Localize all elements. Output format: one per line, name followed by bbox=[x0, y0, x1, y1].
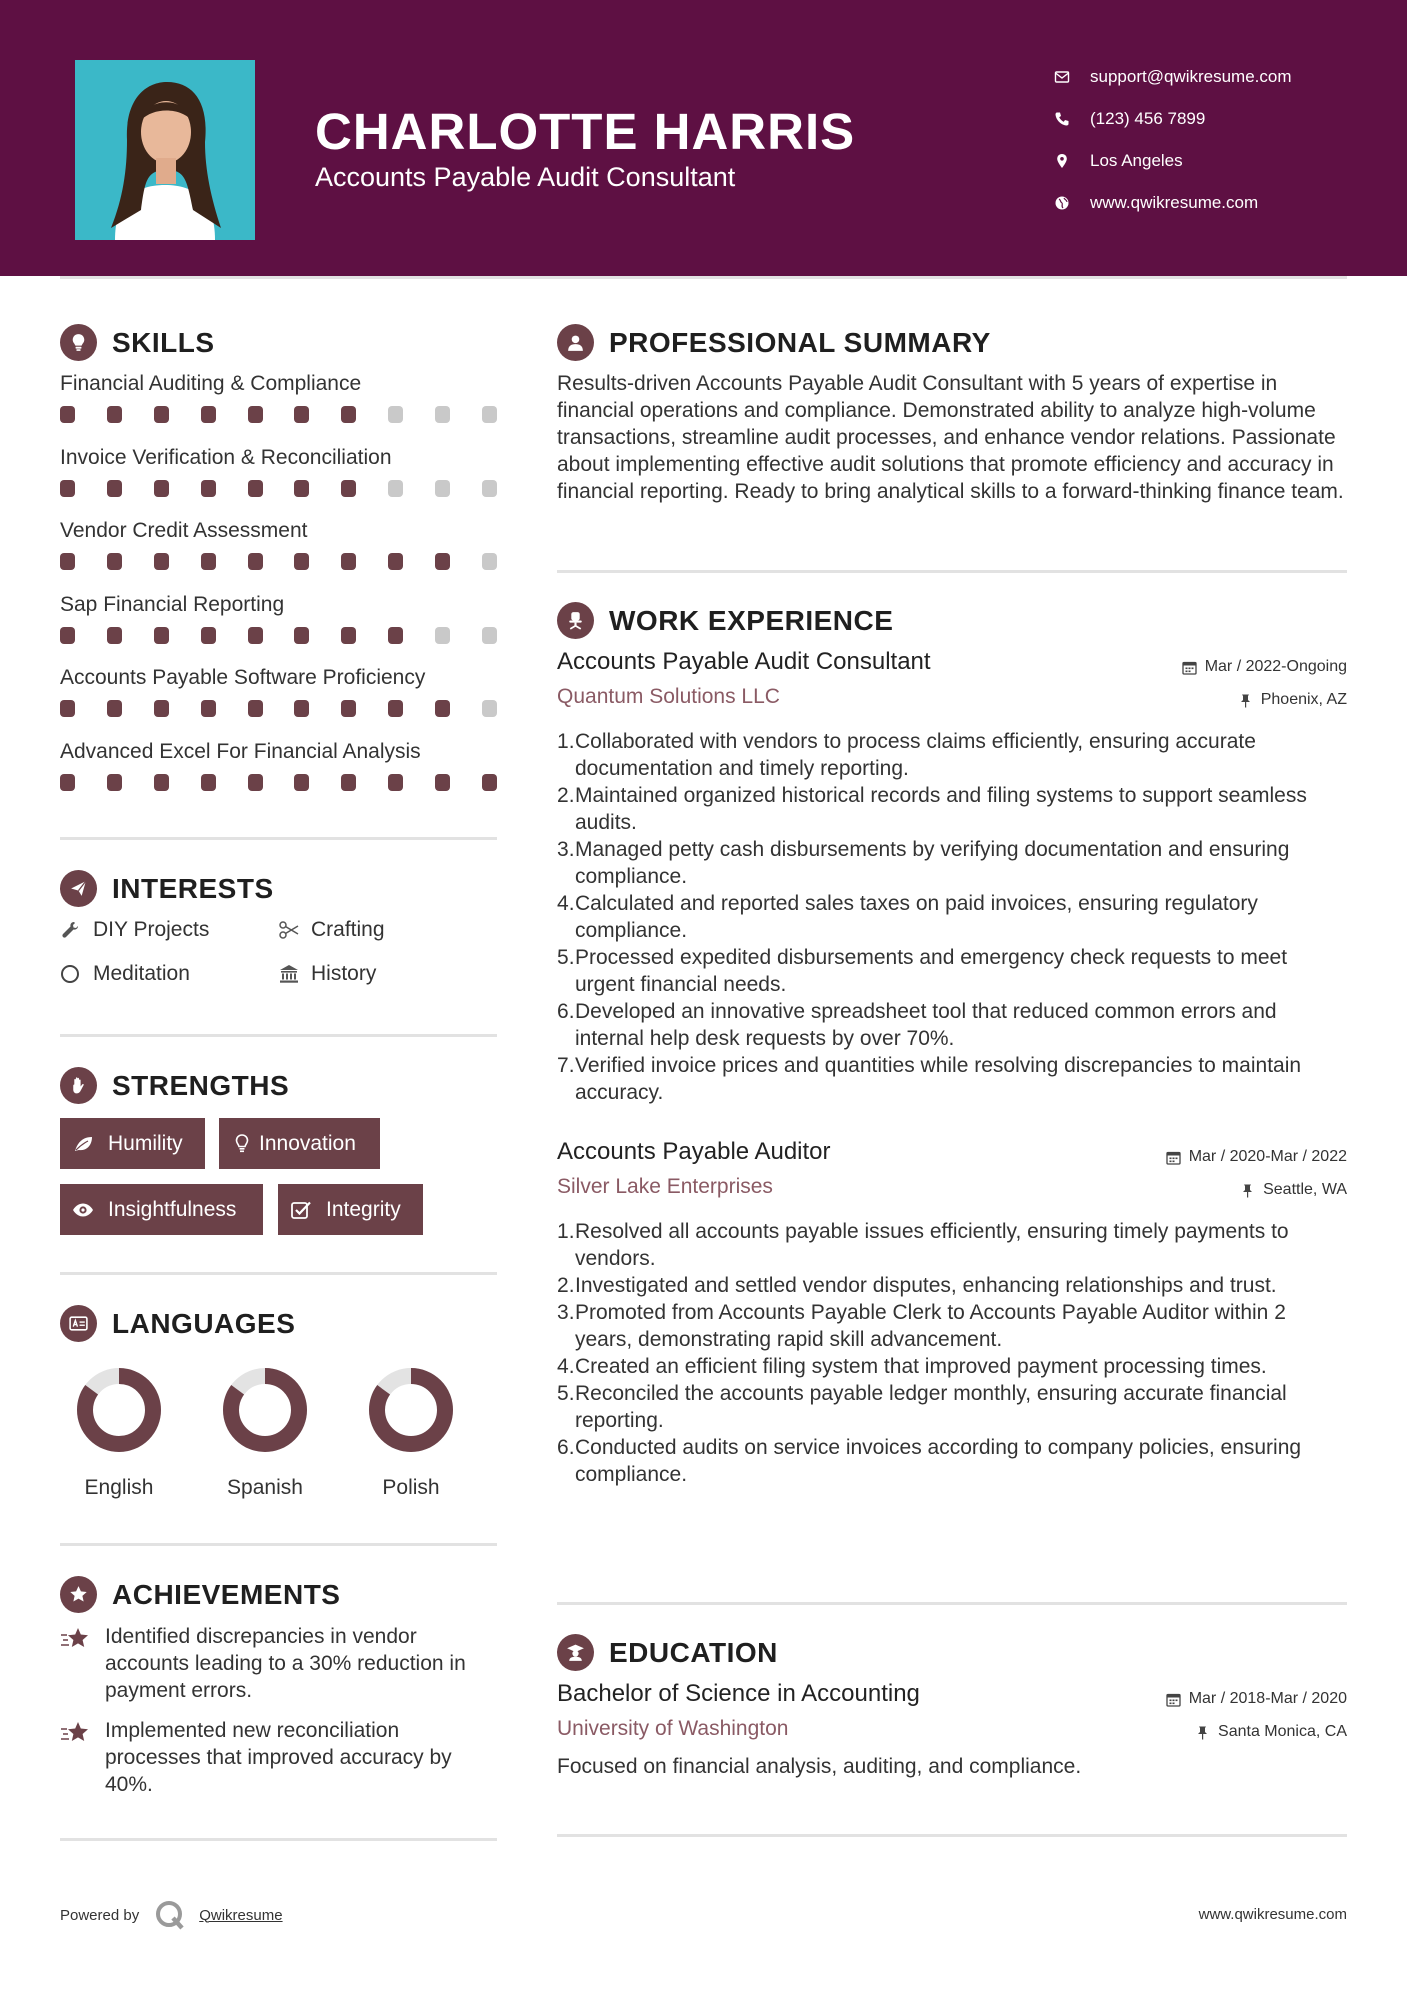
contact-location-text: Los Angeles bbox=[1090, 151, 1183, 170]
skill-rating-dot bbox=[154, 627, 169, 644]
job-bullet: Collaborated with vendors to process claims efficiently, ensuring accurate documentation and timely reporting. bbox=[575, 730, 1256, 780]
skill-rating-dot bbox=[60, 553, 75, 570]
strength-badge bbox=[278, 1184, 423, 1235]
skill-item bbox=[60, 370, 500, 444]
candidate-title: Accounts Payable Audit Consultant bbox=[315, 162, 736, 192]
skill-item bbox=[60, 591, 500, 665]
skills-list bbox=[60, 370, 500, 811]
language-card-icon bbox=[60, 1305, 97, 1342]
language-ring bbox=[74, 1365, 164, 1455]
skill-rating-dot bbox=[60, 627, 75, 644]
skill-rating-dot bbox=[60, 700, 75, 717]
scissors-icon bbox=[278, 919, 311, 941]
strength-badge bbox=[60, 1118, 205, 1169]
language-name: Polish bbox=[382, 1476, 440, 1499]
job-dates bbox=[1182, 658, 1347, 676]
eye-icon bbox=[72, 1199, 108, 1221]
skill-rating-dot bbox=[201, 700, 216, 717]
skill-rating-dot bbox=[482, 627, 497, 644]
star-icon bbox=[60, 1623, 105, 1704]
footer-url[interactable]: www.qwikresume.com bbox=[1198, 1906, 1347, 1923]
achievement-text: Implemented new reconciliation processes that improved accuracy by 40%. bbox=[105, 1719, 452, 1796]
strength-label: Integrity bbox=[326, 1197, 401, 1221]
section-divider bbox=[60, 837, 497, 840]
skill-rating-dot bbox=[107, 627, 122, 644]
skill-item bbox=[60, 738, 500, 812]
skill-rating-dot bbox=[388, 553, 403, 570]
job-dates-text: Mar / 2020-Mar / 2022 bbox=[1188, 1148, 1347, 1165]
strength-label: Insightfulness bbox=[108, 1197, 237, 1221]
circle-icon bbox=[60, 963, 93, 985]
skill-rating-dot bbox=[248, 700, 263, 717]
section-divider bbox=[60, 1272, 497, 1275]
strengths-heading bbox=[60, 1067, 289, 1104]
section-divider bbox=[557, 1602, 1347, 1605]
skill-rating-dot bbox=[341, 480, 356, 497]
interest-label: Crafting bbox=[311, 918, 385, 941]
job-bullet: Processed expedited disbursements and emergency check requests to meet urgent financial needs. bbox=[575, 946, 1288, 996]
skill-rating-dot bbox=[388, 627, 403, 644]
language-item bbox=[336, 1365, 486, 1500]
skill-rating-dot bbox=[248, 480, 263, 497]
skill-rating-dot bbox=[154, 700, 169, 717]
language-ring bbox=[220, 1365, 310, 1455]
skill-rating-dot bbox=[435, 700, 450, 717]
skill-rating-dot bbox=[154, 480, 169, 497]
skill-name: Vendor Credit Assessment bbox=[60, 519, 308, 542]
skill-rating-dot bbox=[201, 480, 216, 497]
skill-rating-dot bbox=[482, 553, 497, 570]
contact-email-text: support@qwikresume.com bbox=[1090, 67, 1292, 86]
education-dates bbox=[1166, 1690, 1347, 1708]
lightbulb-icon bbox=[60, 324, 97, 361]
calendar-icon bbox=[1182, 660, 1197, 675]
lightbulb-icon bbox=[231, 1133, 259, 1155]
strength-label: Innovation bbox=[259, 1131, 356, 1155]
job-bullets bbox=[557, 728, 1347, 1106]
footer-powered-by bbox=[60, 1898, 283, 1932]
strength-badge bbox=[219, 1118, 380, 1169]
skill-name: Financial Auditing & Compliance bbox=[60, 372, 362, 395]
strengths-title: STRENGTHS bbox=[112, 1069, 290, 1101]
achievement-item bbox=[60, 1623, 500, 1704]
job-location-text: Seattle, WA bbox=[1263, 1181, 1347, 1198]
skill-rating-dot bbox=[435, 627, 450, 644]
contact-website[interactable] bbox=[1054, 182, 1292, 224]
skill-rating-dot bbox=[341, 700, 356, 717]
job-bullet: Created an efficient filing system that improved payment processing times. bbox=[575, 1355, 1267, 1378]
skill-rating-dot bbox=[154, 774, 169, 791]
skill-name: Invoice Verification & Reconciliation bbox=[60, 445, 392, 469]
skill-rating-dot bbox=[388, 480, 403, 497]
location-pin-icon bbox=[1054, 153, 1090, 169]
section-divider bbox=[60, 1034, 497, 1037]
resume-header bbox=[0, 0, 1407, 276]
skill-rating-dot bbox=[248, 627, 263, 644]
job-bullet: Developed an innovative spreadsheet tool that reduced common errors and internal help desk requests by over 70%. bbox=[575, 1000, 1277, 1050]
education-dates-text: Mar / 2018-Mar / 2020 bbox=[1188, 1690, 1347, 1707]
skill-rating-dot bbox=[294, 553, 309, 570]
summary-heading bbox=[557, 324, 991, 361]
summary-text: Results-driven Accounts Payable Audit Consultant with 5 years of expertise in financial operations and compliance. Demonstrated ability to analyze high-volume transactions, streamline audit processes, and enhance vendor relations. Passionate about implementing effective audit solutions that promote efficiency and accuracy in financial reporting. Ready to bring analytical skills to a forward-thinking finance team. bbox=[557, 372, 1344, 503]
section-divider bbox=[557, 1834, 1347, 1837]
skill-rating-dot bbox=[201, 406, 216, 423]
check-square-icon bbox=[290, 1199, 326, 1221]
skill-rating bbox=[60, 406, 497, 423]
skill-item bbox=[60, 664, 500, 738]
strength-label: Humility bbox=[108, 1131, 183, 1155]
language-ring bbox=[366, 1365, 456, 1455]
museum-icon bbox=[278, 963, 311, 985]
job-bullet: Reconciled the accounts payable ledger monthly, ensuring accurate financial reporting. bbox=[575, 1382, 1287, 1432]
skills-title: SKILLS bbox=[112, 326, 215, 358]
skill-rating-dot bbox=[435, 553, 450, 570]
interest-item bbox=[60, 962, 190, 986]
skill-rating-dot bbox=[107, 406, 122, 423]
skill-rating-dot bbox=[482, 774, 497, 791]
section-divider bbox=[60, 1543, 497, 1546]
pushpin-icon bbox=[1240, 1183, 1255, 1198]
job-bullet: Managed petty cash disbursements by verifying documentation and ensuring compliance. bbox=[575, 838, 1290, 888]
language-name: Spanish bbox=[227, 1476, 303, 1499]
job-bullet: Maintained organized historical records and filing systems to support seamless audits. bbox=[575, 784, 1307, 834]
skill-rating-dot bbox=[388, 406, 403, 423]
contact-location bbox=[1054, 140, 1292, 182]
interest-label: Meditation bbox=[93, 962, 190, 985]
experience-heading bbox=[557, 602, 893, 639]
interest-label: History bbox=[311, 962, 377, 985]
skill-rating-dot bbox=[154, 406, 169, 423]
job-bullets bbox=[557, 1218, 1347, 1488]
languages-title: LANGUAGES bbox=[112, 1307, 296, 1339]
skill-rating-dot bbox=[294, 774, 309, 791]
strength-badge bbox=[60, 1184, 263, 1235]
qwikresume-link[interactable]: Qwikresume bbox=[199, 1906, 283, 1924]
contact-phone[interactable] bbox=[1054, 98, 1292, 140]
contact-phone-text: (123) 456 7899 bbox=[1090, 109, 1206, 128]
skill-rating-dot bbox=[248, 406, 263, 423]
powered-by-label: Powered by bbox=[60, 1906, 140, 1924]
star-icon bbox=[60, 1717, 105, 1798]
job-role: Accounts Payable Audit Consultant bbox=[557, 648, 931, 675]
section-divider bbox=[60, 1838, 497, 1841]
skill-rating-dot bbox=[248, 553, 263, 570]
achievements-heading bbox=[60, 1576, 340, 1613]
job-entry-header bbox=[557, 1138, 1347, 1208]
achievement-text: Identified discrepancies in vendor accounts leading to a 30% reduction in payment errors. bbox=[105, 1625, 466, 1702]
education-title: EDUCATION bbox=[609, 1636, 778, 1668]
language-item bbox=[190, 1365, 340, 1500]
skill-rating-dot bbox=[482, 406, 497, 423]
qwikresume-logo-icon bbox=[153, 1898, 187, 1932]
interest-item bbox=[278, 962, 376, 986]
interest-label: DIY Projects bbox=[93, 918, 210, 941]
skill-name: Accounts Payable Software Proficiency bbox=[60, 666, 426, 689]
language-name: English bbox=[84, 1476, 154, 1499]
profile-photo bbox=[75, 60, 255, 240]
skill-rating bbox=[60, 627, 497, 644]
job-location bbox=[1240, 1181, 1347, 1199]
skill-rating-dot bbox=[294, 406, 309, 423]
pushpin-icon bbox=[1238, 693, 1253, 708]
job-entry-header bbox=[557, 648, 1347, 718]
skill-name: Sap Financial Reporting bbox=[60, 592, 285, 616]
skill-rating-dot bbox=[388, 700, 403, 717]
header-divider bbox=[60, 276, 1347, 279]
skill-rating bbox=[60, 700, 497, 717]
education-heading bbox=[557, 1634, 778, 1671]
interests-title: INTERESTS bbox=[112, 872, 274, 904]
user-icon bbox=[557, 324, 594, 361]
pushpin-icon bbox=[1195, 1725, 1210, 1740]
language-item bbox=[44, 1365, 194, 1500]
skill-rating bbox=[60, 774, 497, 791]
skill-rating-dot bbox=[107, 700, 122, 717]
job-bullet: Promoted from Accounts Payable Clerk to Accounts Payable Auditor within 2 years, demonstrating rapid skill advancement. bbox=[575, 1301, 1286, 1351]
job-bullet: Calculated and reported sales taxes on paid invoices, ensuring regulatory compliance. bbox=[575, 892, 1258, 942]
job-company: Silver Lake Enterprises bbox=[557, 1175, 773, 1198]
job-role: Accounts Payable Auditor bbox=[557, 1138, 831, 1165]
skill-rating-dot bbox=[294, 700, 309, 717]
skill-rating-dot bbox=[341, 553, 356, 570]
globe-icon bbox=[1054, 195, 1090, 211]
interest-item bbox=[278, 918, 385, 942]
wrench-icon bbox=[60, 919, 93, 941]
interest-item bbox=[60, 918, 209, 942]
graduate-icon bbox=[557, 1634, 594, 1671]
skill-rating-dot bbox=[60, 774, 75, 791]
job-bullet: Verified invoice prices and quantities while resolving discrepancies to maintain accuracy. bbox=[575, 1054, 1302, 1104]
skill-rating bbox=[60, 553, 497, 570]
leaf-icon bbox=[72, 1133, 108, 1155]
education-degree: Bachelor of Science in Accounting bbox=[557, 1680, 920, 1707]
job-company: Quantum Solutions LLC bbox=[557, 685, 780, 708]
education-location-text: Santa Monica, CA bbox=[1218, 1723, 1347, 1740]
skill-rating-dot bbox=[154, 553, 169, 570]
skill-rating-dot bbox=[435, 480, 450, 497]
skill-rating-dot bbox=[341, 774, 356, 791]
skill-rating-dot bbox=[60, 480, 75, 497]
skill-name: Advanced Excel For Financial Analysis bbox=[60, 739, 421, 763]
interests-heading bbox=[60, 870, 274, 907]
skill-rating-dot bbox=[107, 553, 122, 570]
skill-rating-dot bbox=[341, 627, 356, 644]
skills-heading bbox=[60, 324, 215, 361]
skill-rating-dot bbox=[482, 700, 497, 717]
section-divider bbox=[557, 570, 1347, 573]
job-dates bbox=[1166, 1148, 1347, 1166]
contact-email[interactable] bbox=[1054, 56, 1292, 98]
skill-rating-dot bbox=[201, 627, 216, 644]
skill-item bbox=[60, 444, 500, 518]
skill-item bbox=[60, 517, 500, 591]
education-entry-header bbox=[557, 1680, 1347, 1750]
calendar-icon bbox=[1166, 1150, 1181, 1165]
skill-rating-dot bbox=[201, 553, 216, 570]
education-location bbox=[1195, 1723, 1347, 1741]
skill-rating-dot bbox=[60, 406, 75, 423]
job-location bbox=[1238, 691, 1347, 709]
summary-title: PROFESSIONAL SUMMARY bbox=[609, 326, 991, 358]
office-chair-icon bbox=[557, 602, 594, 639]
job-dates-text: Mar / 2022-Ongoing bbox=[1204, 658, 1347, 675]
achievement-item bbox=[60, 1717, 500, 1798]
contact-website-text: www.qwikresume.com bbox=[1090, 193, 1259, 212]
envelope-icon bbox=[1054, 69, 1090, 85]
skill-rating-dot bbox=[107, 480, 122, 497]
job-bullet: Resolved all accounts payable issues efficiently, ensuring timely payments to vendors. bbox=[575, 1220, 1289, 1270]
skill-rating-dot bbox=[201, 774, 216, 791]
languages-heading bbox=[60, 1305, 295, 1342]
skill-rating-dot bbox=[482, 480, 497, 497]
phone-icon bbox=[1054, 111, 1090, 127]
skill-rating-dot bbox=[435, 406, 450, 423]
skill-rating-dot bbox=[248, 774, 263, 791]
job-location-text: Phoenix, AZ bbox=[1260, 691, 1347, 708]
education-school: University of Washington bbox=[557, 1717, 789, 1740]
candidate-name: CHARLOTTE HARRIS bbox=[315, 103, 856, 160]
skill-rating bbox=[60, 480, 497, 497]
skill-rating-dot bbox=[107, 774, 122, 791]
calendar-icon bbox=[1166, 1692, 1181, 1707]
paper-plane-icon bbox=[60, 870, 97, 907]
skill-rating-dot bbox=[294, 627, 309, 644]
skill-rating-dot bbox=[341, 406, 356, 423]
education-description: Focused on financial analysis, auditing, and compliance. bbox=[557, 1755, 1082, 1778]
star-badge-icon bbox=[60, 1576, 97, 1613]
skill-rating-dot bbox=[294, 480, 309, 497]
skill-rating-dot bbox=[435, 774, 450, 791]
job-bullet: Investigated and settled vendor disputes, enhancing relationships and trust. bbox=[575, 1274, 1277, 1297]
experience-title: WORK EXPERIENCE bbox=[609, 604, 894, 636]
skill-rating-dot bbox=[388, 774, 403, 791]
raised-hand-icon bbox=[60, 1067, 97, 1104]
achievements-title: ACHIEVEMENTS bbox=[112, 1578, 341, 1610]
job-bullet: Conducted audits on service invoices according to company policies, ensuring compliance. bbox=[575, 1436, 1302, 1486]
contact-list bbox=[1054, 56, 1292, 224]
